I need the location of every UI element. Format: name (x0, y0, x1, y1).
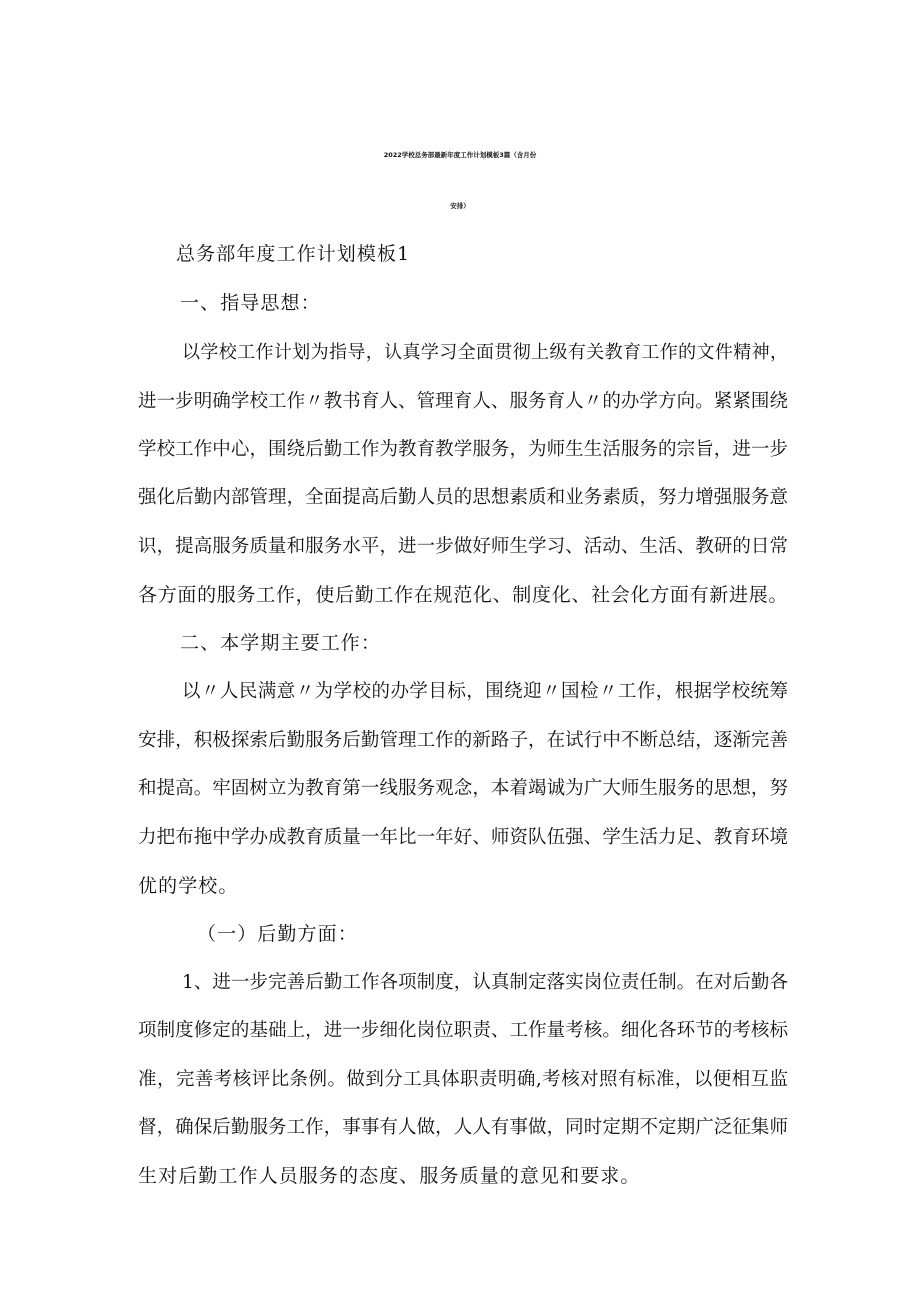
paragraph-line: 学校工作中心，围绕后勤工作为教育教学服务，为师生生活服务的宗旨，进一步 (138, 439, 788, 460)
paragraph-line: 各方面的服务工作，使后勤工作在规范化、制度化、社会化方面有新进展。 (138, 584, 789, 606)
paragraph-line: 督，确保后勤服务工作，事事有人做，人人有事做，同时定期不定期广泛征集师 (138, 1117, 788, 1138)
paragraph-line: 项制度修定的基础上，进一步细化岗位职责、工作量考核。细化各环节的考核标 (138, 1020, 788, 1041)
section-heading-guiding-thought: 一、指导思想： (180, 292, 321, 314)
document-title-line-1: 2022学校总务部最新年度工作计划模板3篇（含月份 (383, 151, 537, 159)
paragraph-line: 以〃人民满意〃为学校的办学目标，围绕迎〃国检〃工作，根据学校统筹 (182, 681, 788, 702)
paragraph-line: 优的学校。 (138, 875, 239, 897)
subtitle: 总务部年度工作计划模板1 (176, 243, 411, 265)
paragraph-line: 强化后勤内部管理，全面提高后勤人员的思想素质和业务素质，努力增强服务意 (138, 487, 788, 508)
section-heading-main-work: 二、本学期主要工作： (180, 632, 382, 654)
document-title-line-2: 安排） (450, 202, 470, 210)
paragraph-line: 准，完善考核评比条例。做到分工具体职责明确,考核对照有标准，以便相互监 (138, 1069, 788, 1090)
paragraph-line: 进一步明确学校工作〃教书育人、管理育人、服务育人〃的办学方向。紧紧围绕 (138, 391, 788, 412)
paragraph-line: 力把布拖中学办成教育质量一年比一年好、师资队伍强、学生活力足、教育环境 (138, 827, 788, 848)
paragraph-line: 识，提高服务质量和服务水平，进一步做好师生学习、活动、生活、教研的日常 (138, 536, 788, 557)
paragraph-line: 和提高。牢固树立为教育第一线服务观念，本着竭诚为广大师生服务的思想，努 (138, 778, 788, 799)
subsection-heading-logistics: （一）后勤方面： (197, 923, 358, 945)
paragraph-line: 以学校工作计划为指导，认真学习全面贯彻上级有关教育工作的文件精神， (182, 342, 788, 363)
paragraph-line: 生对后勤工作人员服务的态度、服务质量的意见和要求。 (138, 1165, 641, 1187)
paragraph-line: 安排，积极探索后勤服务后勤管理工作的新路子，在试行中不断总结，逐渐完善 (138, 730, 788, 751)
paragraph-line: 1、进一步完善后勤工作各项制度，认真制定落实岗位责任制。在对后勤各 (182, 972, 788, 993)
